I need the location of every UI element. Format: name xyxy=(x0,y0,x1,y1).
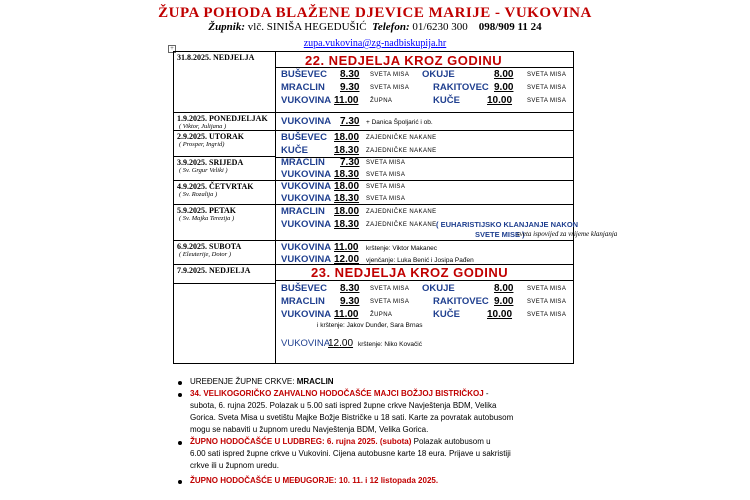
row-note: ZAJEDNIČKE NAKANE xyxy=(366,148,437,154)
day-label: 5.9.2025. PETAK xyxy=(177,206,236,215)
row-time: 11.00 xyxy=(334,242,359,253)
s2-left-time-0: 8.30 xyxy=(340,283,360,294)
row-time: 18.00 xyxy=(334,206,360,217)
s2-left-time-2: 11.00 xyxy=(334,309,359,320)
sunday2-title: 23. NEDJELJA KROZ GODINU xyxy=(311,265,509,280)
contact-line xyxy=(0,21,750,33)
notice-2-line-1 xyxy=(190,388,489,400)
row-time: 18.00 xyxy=(334,132,360,143)
notice-4: ŽUPNO HODOČAŠĆE U MEĐUGORJE: 10. 11. i 12 listopada 2025. xyxy=(190,476,439,485)
table-line xyxy=(173,283,275,284)
saint-label: ( Prosper, Ingrid) xyxy=(179,141,225,148)
sunday2-date: 7.9.2025. NEDJELJA xyxy=(177,266,251,275)
row-place: VUKOVINA xyxy=(281,219,332,230)
notice-3-line-2: 6.00 sati ispred župne crkve u Vukovini. Cijena autobusne karte 18 eura. Prijave u sakristiji xyxy=(190,449,511,458)
sunday1-title: 22. NEDJELJA KROZ GODINU xyxy=(305,53,503,68)
s2-right-note-0: SVETA MISA xyxy=(527,286,567,292)
table-line xyxy=(173,156,275,157)
row-note: SVETA MISA xyxy=(366,196,406,202)
s1-right-time-1: 9.00 xyxy=(494,82,514,93)
day-label: 4.9.2025. ČETVRTAK xyxy=(177,182,254,191)
sunday1-date: 31.8.2025. NEDJELJA xyxy=(177,53,255,62)
table-line xyxy=(173,180,574,181)
row-place: VUKOVINA xyxy=(281,193,332,204)
s1-left-time-2: 11.00 xyxy=(334,95,359,106)
s1-left-time-0: 8.30 xyxy=(340,69,360,80)
s2-right-place-1: RAKITOVEC xyxy=(433,296,489,307)
row-time: 18.30 xyxy=(334,169,360,180)
row-place: VUKOVINA xyxy=(281,116,332,127)
notice-1 xyxy=(190,376,334,388)
s1-left-place-2: VUKOVINA xyxy=(281,95,332,106)
row-time: 18.00 xyxy=(334,181,360,192)
table-line xyxy=(173,130,574,131)
s1-left-note-1: SVETA MISA xyxy=(370,85,410,91)
table-move-handle[interactable]: + xyxy=(168,45,176,53)
row-time: 7.30 xyxy=(340,116,360,127)
row-time: 7.30 xyxy=(340,157,360,168)
row-note: ZAJEDNIČKE NAKANE xyxy=(366,222,437,228)
page-title: ŽUPA POHODA BLAŽENE DJEVICE MARIJE - VUKOVINA xyxy=(158,5,592,21)
s2-right-note-1: SVETA MISA xyxy=(527,299,567,305)
notice-3-title: ŽUPNO HODOČAŠĆE U LUDBREG: xyxy=(190,437,325,446)
bullet xyxy=(178,480,182,484)
s2-left-note-0: SVETA MISA xyxy=(370,286,410,292)
notice-2-line-3: Gorica. Sveta Misa u svetištu Majke Božje Bistričke u 18 sati. Karte za povratak autobusom xyxy=(190,413,514,422)
s1-right-time-2: 10.00 xyxy=(487,95,513,106)
day-label: 6.9.2025. SUBOTA xyxy=(177,242,242,251)
confession-note: sveta ispovijed za vrijeme klanjanja xyxy=(517,230,618,238)
bullet xyxy=(178,441,182,445)
row-place: MRACLIN xyxy=(281,206,325,217)
row-note: ZAJEDNIČKE NAKANE xyxy=(366,209,437,215)
row-time: 18.30 xyxy=(334,193,360,204)
saint-label: ( Sv. Rozalija ) xyxy=(179,191,218,198)
table-line xyxy=(173,240,574,241)
row-note: SVETA MISA xyxy=(366,184,406,190)
day-label: 2.9.2025. UTORAK xyxy=(177,132,244,141)
s1-right-note-2: SVETA MISA xyxy=(527,98,567,104)
notice-1-label: UREĐENJE ŽUPNE CRKVE: xyxy=(190,377,295,386)
bullet xyxy=(178,393,182,397)
s1-right-place-1: RAKITOVEC xyxy=(433,82,489,93)
s1-left-place-0: BUŠEVEC xyxy=(281,69,327,80)
table-line xyxy=(173,204,574,205)
s1-left-place-1: MRACLIN xyxy=(281,82,325,93)
s1-right-place-2: KUČE xyxy=(433,95,460,106)
s2-left-note-2: ŽUPNA xyxy=(370,312,393,318)
notice-2-line-4: mogu se nabaviti u župnom uredu Navještenja BDM, Velika Gorica. xyxy=(190,425,429,434)
table-line xyxy=(275,280,574,281)
notice-2-line-2: subota, 6. rujna 2025. Polazak u 5.00 sati ispred župne crkve Navještenja BDM, Velika xyxy=(190,401,497,410)
row-place: VUKOVINA xyxy=(281,169,332,180)
s1-right-place-0: OKUJE xyxy=(422,69,455,80)
s1-left-note-2: ŽUPNA xyxy=(370,98,393,104)
table-column-divider xyxy=(275,51,276,364)
row-note: SVETA MISA xyxy=(366,160,406,166)
notice-3-date: 6. rujna 2025. (subota) xyxy=(326,437,412,446)
s1-left-note-0: SVETA MISA xyxy=(370,72,410,78)
row-time: 18.30 xyxy=(334,219,360,230)
notice-3-text: Polazak autobusom u xyxy=(413,437,491,446)
row-place: MRACLIN xyxy=(281,157,325,168)
s2-right-note-2: SVETA MISA xyxy=(527,312,567,318)
saint-label: ( Eleuterije, Dotor ) xyxy=(179,251,231,258)
row-note: + Danica Špoljarić i ob. xyxy=(366,119,433,126)
s1-right-note-1: SVETA MISA xyxy=(527,85,567,91)
extra-place: VUKOVINA xyxy=(281,338,331,349)
s2-left-place-0: BUŠEVEC xyxy=(281,283,327,294)
saint-label: ( Sv. Grgur Veliki ) xyxy=(179,167,228,174)
s2-left-time-1: 9.30 xyxy=(340,296,360,307)
row-note: krštenje: Viktor Makanec xyxy=(366,245,438,252)
telefon-label: Telefon: xyxy=(372,21,410,33)
row-note: ZAJEDNIČKE NAKANE xyxy=(366,135,437,141)
s2-left-place-1: MRACLIN xyxy=(281,296,325,307)
baptism-note: i krštenje: Jakov Dunđer, Sara Brnas xyxy=(317,322,423,329)
row-place: VUKOVINA xyxy=(281,242,332,253)
row-time: 12.00 xyxy=(334,254,360,265)
row-note: vjenčanje: Luka Benić i Josipa Pađen xyxy=(366,257,474,264)
s2-left-note-1: SVETA MISA xyxy=(370,299,410,305)
table-line xyxy=(173,112,574,113)
s2-right-time-2: 10.00 xyxy=(487,309,513,320)
day-label: 3.9.2025. SRIJEDA xyxy=(177,158,244,167)
row-place: BUŠEVEC xyxy=(281,132,327,143)
s1-right-note-0: SVETA MISA xyxy=(527,72,567,78)
zupnik-label: Župnik: xyxy=(208,21,246,33)
s2-right-time-0: 8.00 xyxy=(494,283,514,294)
adoration-note-2: SVETE MISE ) xyxy=(475,230,525,239)
s1-left-time-1: 9.30 xyxy=(340,82,360,93)
row-place: VUKOVINA xyxy=(281,254,332,265)
s2-left-place-2: VUKOVINA xyxy=(281,309,332,320)
bullet xyxy=(178,381,182,385)
notice-2-title: 34. VELIKOGORIČKO ZAHVALNO HODOČAŠĆE MAJCI BOŽJOJ BISTRIČKOJ xyxy=(190,389,484,398)
notice-3-line-1 xyxy=(190,436,491,448)
saint-label: ( Viktor, Julijana ) xyxy=(179,123,227,130)
s2-right-place-2: KUČE xyxy=(433,309,460,320)
extra-note: krštenje: Niko Kovačić xyxy=(358,341,422,348)
row-time: 18.30 xyxy=(334,145,360,156)
extra-time: 12.00 xyxy=(328,338,354,349)
phone-1: 01/6230 300 xyxy=(412,21,468,33)
notice-2-dash: - xyxy=(485,389,489,398)
notice-1-value: MRACLIN xyxy=(296,377,334,386)
zupnik-name: vlč. SINIŠA HEGEDUŠIĆ xyxy=(247,21,367,33)
saint-label: ( Sv. Majka Terezija ) xyxy=(179,215,235,222)
s1-right-time-0: 8.00 xyxy=(494,69,514,80)
adoration-note: ( EUHARISTIJSKO KLANJANJE NAKON xyxy=(436,220,579,229)
row-place: VUKOVINA xyxy=(281,181,332,192)
s2-right-place-0: OKUJE xyxy=(422,283,455,294)
s2-right-time-1: 9.00 xyxy=(494,296,514,307)
day-label: 1.9.2025. PONEDJELJAK xyxy=(177,114,268,123)
phone-2: 098/909 11 24 xyxy=(478,21,542,33)
email-link[interactable]: zupa.vukovina@zg-nadbiskupija.hr xyxy=(303,38,447,49)
row-note: SVETA MISA xyxy=(366,172,406,178)
row-place: KUČE xyxy=(281,145,308,156)
notice-3-line-3: crkve ili u župnom uredu. xyxy=(190,461,279,470)
